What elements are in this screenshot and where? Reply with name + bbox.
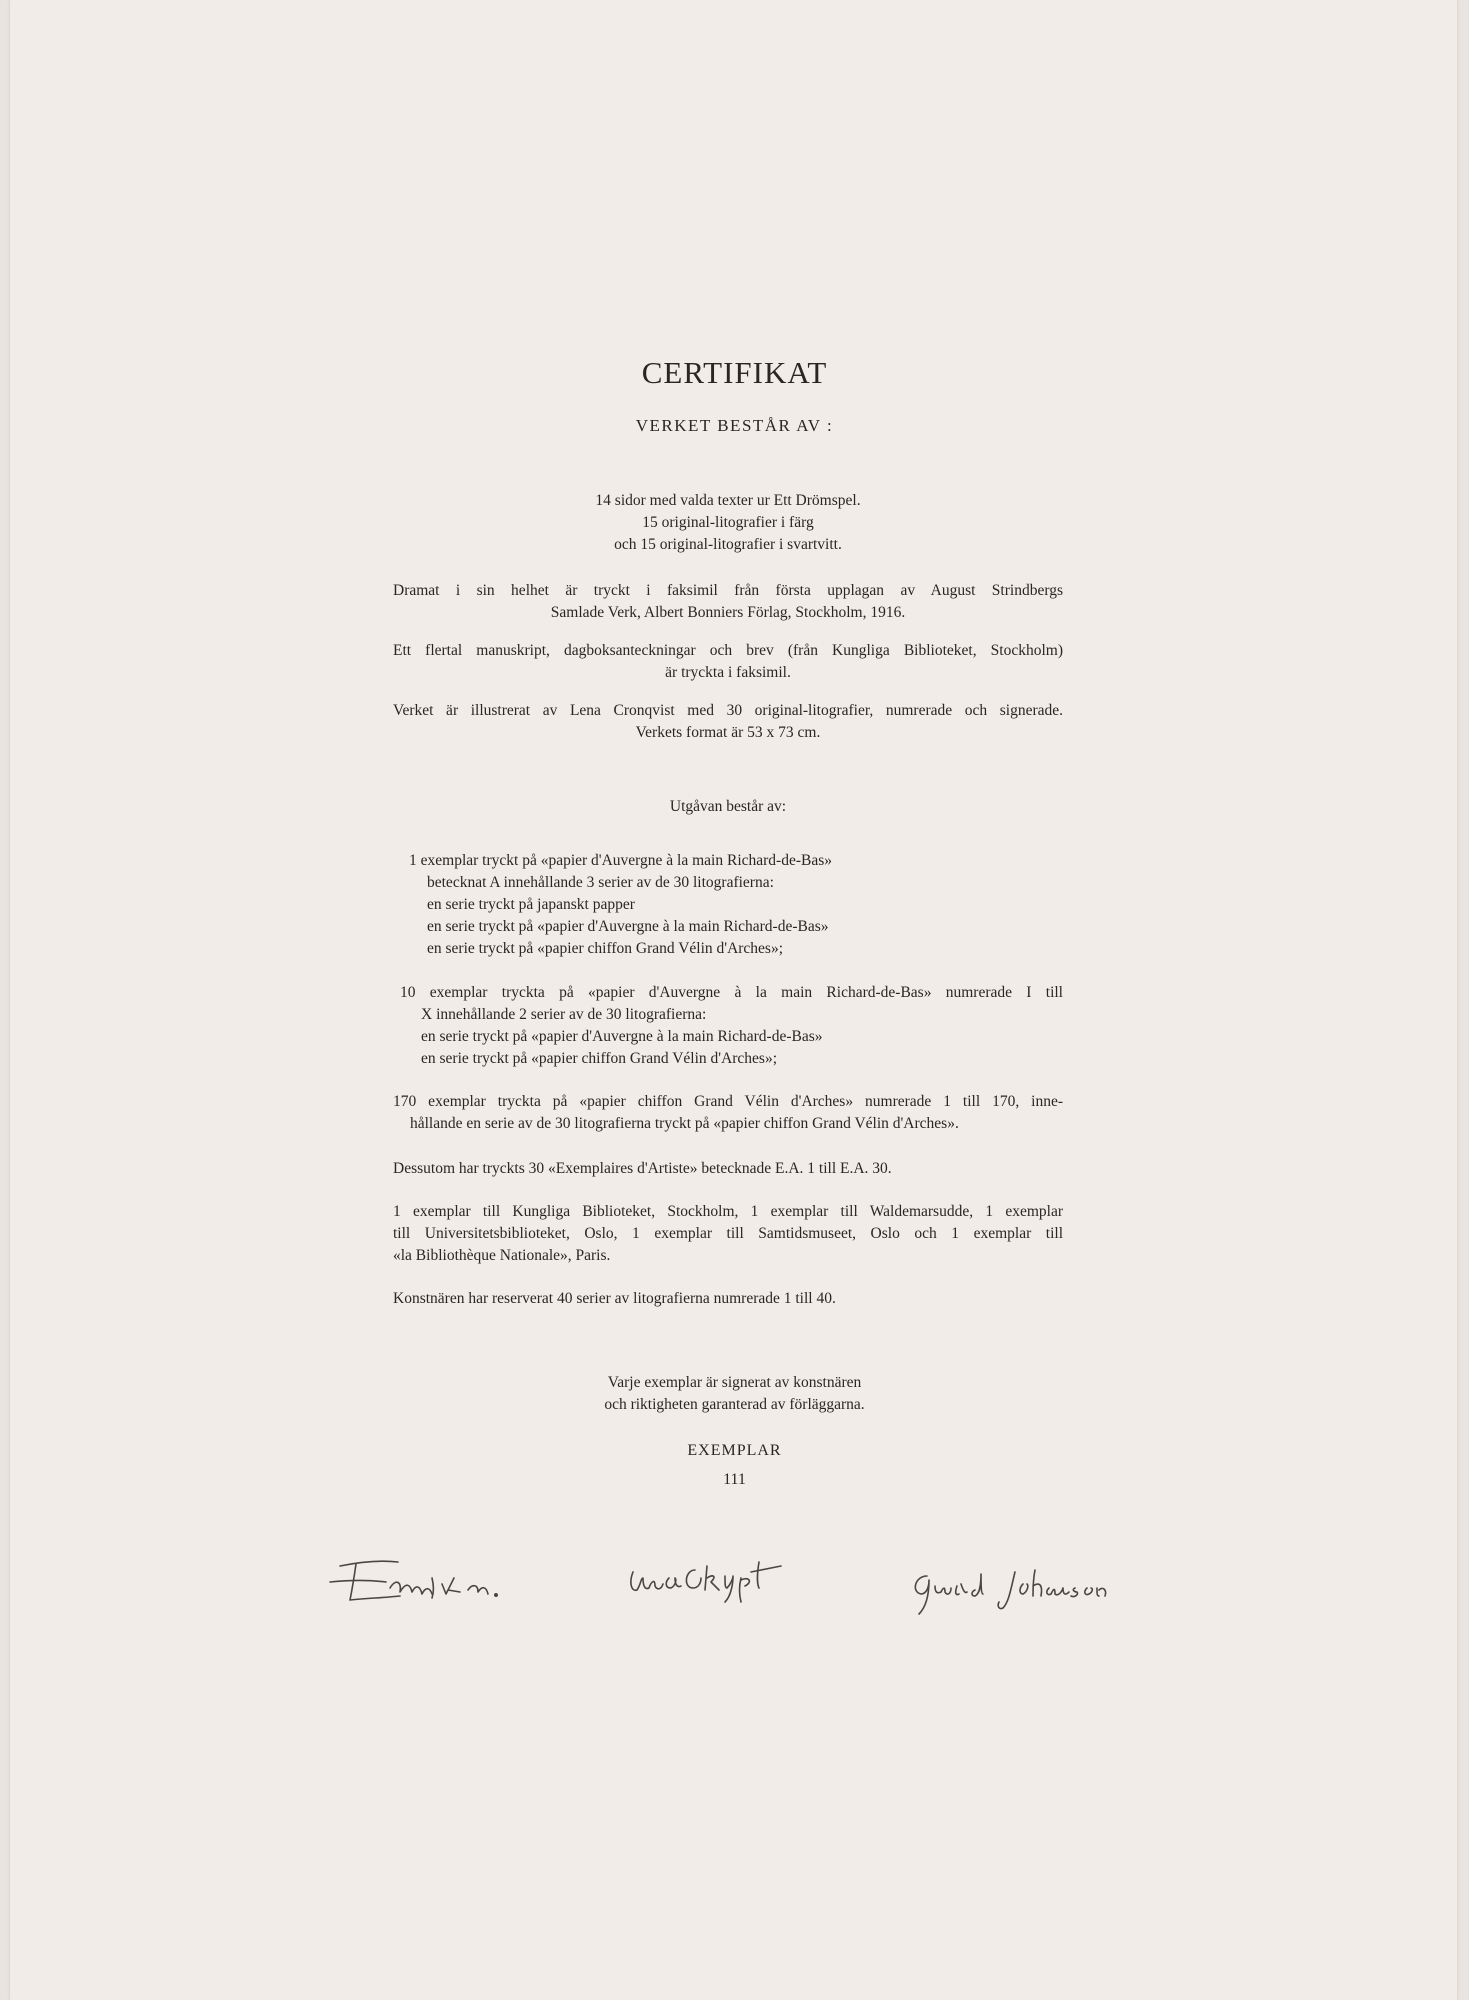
- library-line: till Universitetsbiblioteket, Oslo, 1 exemplar till Samtidsmuseet, Oslo och 1 exemplar till: [393, 1225, 1063, 1242]
- edition-b-line: en serie tryckt på «papier chiffon Grand Vélin d'Arches»;: [421, 1050, 778, 1067]
- edition-c-line: hållande en serie av de 30 litografierna tryckt på «papier chiffon Grand Vélin d'Arches».: [410, 1115, 959, 1132]
- signed-line: Varje exemplar är signerat av konstnären: [607, 1374, 862, 1391]
- contents-paragraph: [393, 490, 1063, 556]
- signature-left: [320, 1548, 540, 1618]
- library-line: 1 exemplar till Kungliga Biblioteket, Stockholm, 1 exemplar till Waldemarsudde, 1 exemplar: [393, 1203, 1063, 1220]
- drama-paragraph: [393, 580, 1063, 624]
- edition-a-line: en serie tryckt på japanskt papper: [427, 896, 635, 913]
- library-line: «la Bibliothèque Nationale», Paris.: [393, 1247, 611, 1264]
- edition-b-line: en serie tryckt på «papier d'Auvergne à la main Richard-de-Bas»: [421, 1028, 823, 1045]
- contents-line: och 15 original-litografier i svartvitt.: [614, 536, 842, 553]
- signature-right: [905, 1562, 1135, 1622]
- signature-middle: [625, 1548, 825, 1608]
- contents-line: 14 sidor med valda texter ur Ett Drömspel.: [595, 492, 861, 509]
- edition-b-paragraph: [393, 982, 1063, 1070]
- edition-b-line: X innehållande 2 serier av de 30 litografierna:: [421, 1006, 707, 1023]
- drama-line: Dramat i sin helhet är tryckt i faksimil från första upplagan av August Strindbergs: [393, 582, 1063, 599]
- signed-line: och riktigheten garanterad av förläggarna.: [604, 1396, 865, 1413]
- manuscript-line: Ett flertal manuskript, dagboksanteckningar och brev (från Kungliga Biblioteket, Stockholm): [393, 642, 1063, 659]
- edition-c-paragraph: [393, 1091, 1063, 1135]
- edition-heading: Utgåvan består av:: [669, 798, 787, 815]
- reserved-paragraph: Konstnären har reserverat 40 serier av litografierna numrerade 1 till 40.: [393, 1290, 836, 1307]
- illustrated-line: Verkets format är 53 x 73 cm.: [635, 724, 821, 741]
- document-title: CERTIFIKAT: [641, 355, 828, 390]
- document-subtitle: VERKET BESTÅR AV :: [635, 416, 834, 435]
- manuscript-line: är tryckta i faksimil.: [665, 664, 791, 681]
- edition-a-paragraph: [393, 850, 1063, 960]
- signed-paragraph: [0, 1372, 1469, 1416]
- edition-a-line: en serie tryckt på «papier chiffon Grand Vélin d'Arches»;: [427, 940, 784, 957]
- edition-a-line: 1 exemplar tryckt på «papier d'Auvergne à la main Richard-de-Bas»: [409, 852, 833, 869]
- edition-c-line: 170 exemplar tryckta på «papier chiffon Grand Vélin d'Arches» numrerade 1 till 170, inne-: [393, 1093, 1063, 1110]
- edition-b-line: 10 exemplar tryckta på «papier d'Auvergne à la main Richard-de-Bas» numrerade I till: [400, 984, 1063, 1001]
- contents-line: 15 original-litografier i färg: [642, 514, 814, 531]
- library-paragraph: [393, 1201, 1063, 1267]
- manuscript-paragraph: [393, 640, 1063, 684]
- artist-copies-paragraph: Dessutom har tryckts 30 «Exemplaires d'Artiste» betecknade E.A. 1 till E.A. 30.: [393, 1160, 892, 1177]
- drama-line: Samlade Verk, Albert Bonniers Förlag, Stockholm, 1916.: [550, 604, 906, 621]
- exemplar-number: 111: [723, 1471, 746, 1488]
- illustrated-line: Verket är illustrerat av Lena Cronqvist med 30 original-litografier, numrerade och signerade.: [393, 702, 1063, 719]
- illustrated-paragraph: [393, 700, 1063, 744]
- edition-a-line: en serie tryckt på «papier d'Auvergne à la main Richard-de-Bas»: [427, 918, 829, 935]
- edition-a-line: betecknat A innehållande 3 serier av de 30 litografierna:: [427, 874, 774, 891]
- exemplar-label: EXEMPLAR: [687, 1442, 782, 1459]
